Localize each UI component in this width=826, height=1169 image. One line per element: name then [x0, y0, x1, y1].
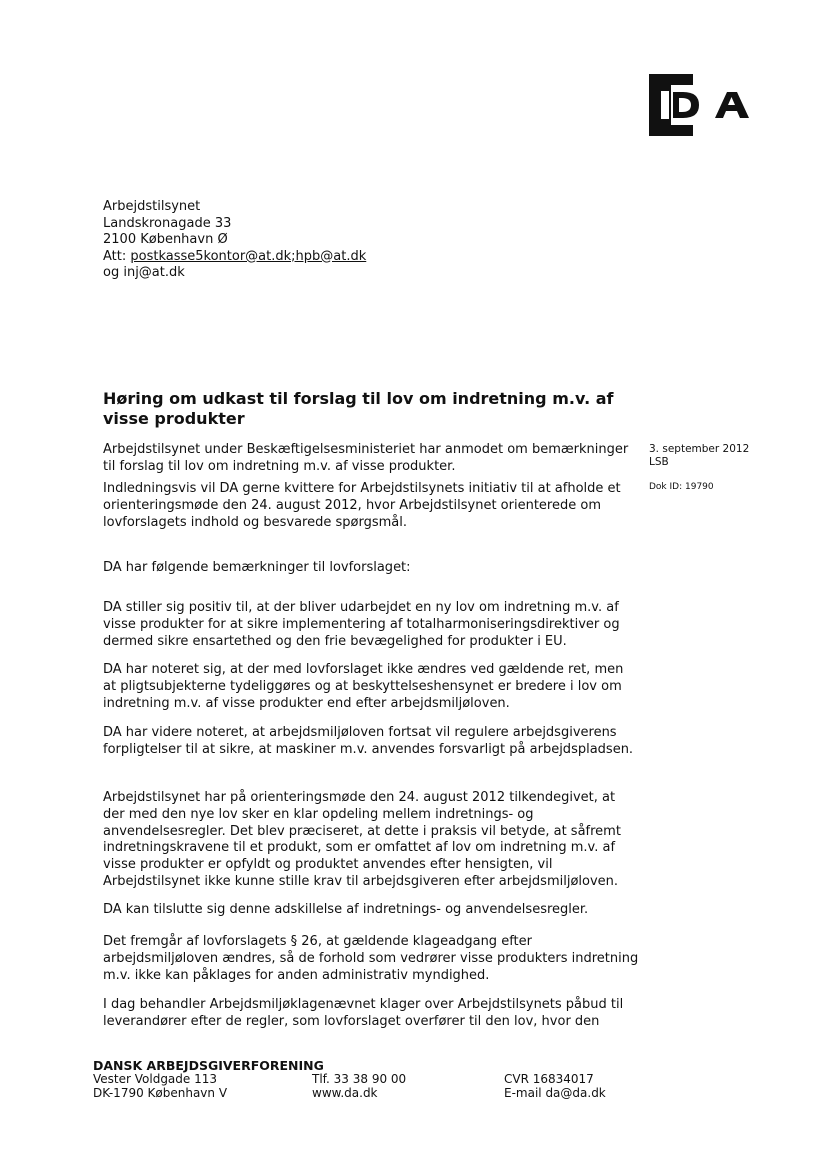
footer-email[interactable]: E-mail da@da.dk — [504, 1086, 606, 1100]
paragraph: DA kan tilslutte sig denne adskillelse af indretnings- og anvendelsesregler. — [103, 902, 589, 917]
document-title: Høring om udkast til forslag til lov om indretning m.v. af visse produkter — [103, 389, 614, 428]
paragraph: DA stiller sig positiv til, at der bliver udarbejdet en ny lov om indretning m.v. af visse produkter for at sikre implementering af totalharmoniseringsdirektiver og dermed sikre ensartethed og den frie bevægelighed for produkter i EU. — [103, 600, 620, 649]
address-line: Arbejdstilsynet — [103, 199, 201, 214]
da-logo — [649, 74, 755, 136]
address-line: og inj@at.dk — [103, 265, 185, 280]
address-line: 2100 København Ø — [103, 232, 228, 247]
paragraph: DA har videre noteret, at arbejdsmiljøloven fortsat vil regulere arbejdsgiverens forpligtelser til at sikre, at maskiner m.v. anvendes forsvarligt på arbejdspladsen. — [103, 725, 634, 757]
paragraph: Arbejdstilsynet under Beskæftigelsesministeriet har anmodet om bemærkninger til forslag til lov om indretning m.v. af visse produkter. — [103, 442, 629, 474]
att-emails-link[interactable]: postkasse5kontor@at.dk;hpb@at.dk — [130, 248, 367, 264]
paragraph: DA har følgende bemærkninger til lovforslaget: — [103, 560, 411, 575]
address-line: Landskronagade 33 — [103, 215, 232, 231]
footer-website[interactable]: www.da.dk — [312, 1086, 378, 1100]
footer-city: DK-1790 København V — [93, 1086, 228, 1100]
letter-date: 3. september 2012 — [649, 443, 750, 455]
footer-phone: Tlf. 33 38 90 00 — [312, 1072, 407, 1086]
footer-org-name: DANSK ARBEJDSGIVERFORENING — [93, 1058, 324, 1073]
logo-text: DA — [699, 134, 701, 135]
paragraph: I dag behandler Arbejdsmiljøklagenævnet klager over Arbejdstilsynets påbud til leverandører efter de regler, som lovforslaget overfører til den lov, hvor den — [103, 997, 624, 1029]
recipient-address — [103, 199, 366, 282]
address-att-line — [103, 249, 366, 266]
paragraph: Arbejdstilsynet har på orienteringsmøde den 24. august 2012 tilkendegivet, at der med den nye lov sker en klar opdeling mellem indretnings- og anvendelsesregler. Det blev præciseret, at dette i praksis vil betyde, at såfremt indretningskravene til et produkt, som er omfattet af lov om indretning m.v. af visse produkter er opfyldt og produktet anvendes efter hensigten, vil Arbejdstilsynet ikke kunne stille krav til arbejdsgiveren efter arbejdsmiljøloven. — [103, 790, 621, 889]
footer-cvr: CVR 16834017 — [504, 1072, 594, 1086]
document-id: Dok ID: 19790 — [649, 482, 714, 492]
paragraph: DA har noteret sig, at der med lovforslaget ikke ændres ved gældende ret, men at pligtsubjekterne tydeliggøres og at beskyttelseshensynet er bredere i lov om indretning m.v. af visse produkter end efter arbejdsmiljøloven. — [103, 662, 624, 711]
paragraph: Det fremgår af lovforslagets § 26, at gældende klageadgang efter arbejdsmiljøloven ændres, så de forhold som vedrører visse produkters indretning m.v. ikke kan påklages for anden administrativ myndighed. — [103, 934, 639, 983]
paragraph: Indledningsvis vil DA gerne kvittere for Arbejdstilsynets initiativ til at afholde et orienteringsmøde den 24. august 2012, hvor Arbejdstilsynet orienterede om lovforslagets indhold og besvarede spørgsmål. — [103, 481, 621, 530]
att-prefix: Att: — [103, 248, 131, 264]
footer-street: Vester Voldgade 113 — [93, 1072, 218, 1086]
letter-initials: LSB — [649, 456, 669, 468]
